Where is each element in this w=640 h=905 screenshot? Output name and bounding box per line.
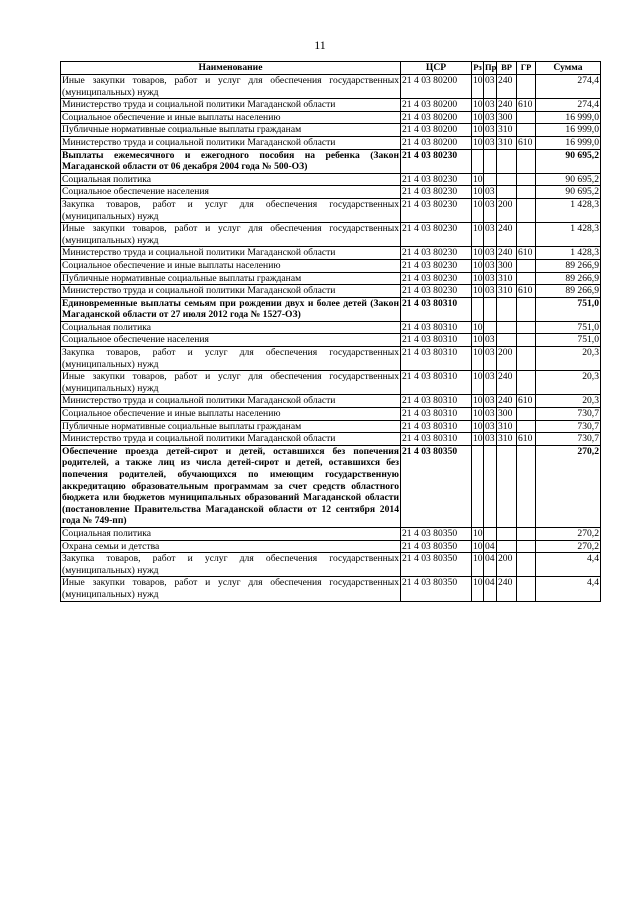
row-rz: 10 — [472, 371, 484, 395]
row-gr — [517, 527, 536, 540]
row-vr: 200 — [497, 347, 517, 371]
row-name: Единовременные выплаты семьям при рождении двух и более детей (Закон Магаданской области от 27 июля 2012 года № 1527-ОЗ) — [62, 297, 399, 321]
row-rz: 10 — [473, 247, 483, 259]
row-sum: 274,4 — [536, 75, 601, 99]
row-sum: 89 266,9 — [536, 272, 601, 285]
row-csr: 21 4 03 80200 — [401, 75, 472, 99]
row-csr: 21 4 03 80350 — [401, 445, 472, 527]
row-name: Закупка товаров, работ и услуг для обеспечения государственных (муниципальных) нужд — [62, 553, 399, 576]
row-pr — [484, 445, 497, 527]
table-row — [61, 259, 601, 272]
row-gr — [517, 347, 536, 371]
row-csr: 21 4 03 80350 — [401, 577, 472, 601]
row-gr — [517, 186, 536, 199]
table-row — [61, 540, 601, 553]
row-sum: 20,3 — [536, 347, 601, 371]
row-pr: 03 — [484, 347, 497, 371]
table-row — [61, 223, 601, 247]
row-rz: 10 — [473, 111, 483, 123]
row-vr: 300 — [497, 111, 517, 124]
row-sum: 270,2 — [536, 540, 601, 553]
row-csr: 21 4 03 80350 — [401, 540, 472, 553]
row-name: Министерство труда и социальной политики Магаданской области — [61, 285, 401, 298]
header-sum: Сумма — [536, 62, 601, 75]
row-gr — [517, 420, 536, 433]
row-rz: 10 — [472, 347, 484, 371]
row-name: Министерство труда и социальной политики Магаданской области — [61, 136, 401, 149]
header-csr: ЦСР — [401, 62, 472, 75]
row-sum: 751,0 — [536, 297, 601, 321]
table-row — [61, 247, 601, 260]
row-name: Социальная политика — [61, 527, 401, 540]
row-name: Министерство труда и социальной политики Магаданской области — [61, 99, 401, 112]
row-vr: 310 — [497, 124, 517, 137]
row-sum: 1 428,3 — [536, 223, 601, 247]
row-name: Охрана семьи и детства — [61, 540, 401, 553]
table-row — [61, 198, 601, 222]
row-vr: 240 — [497, 371, 517, 395]
row-pr: 03 — [484, 75, 497, 99]
row-gr: 610 — [517, 136, 536, 149]
row-vr: 240 — [497, 99, 517, 112]
row-rz: 10 — [472, 75, 484, 99]
row-vr: 240 — [497, 247, 517, 260]
row-csr: 21 4 03 80200 — [401, 124, 472, 137]
table-row — [61, 75, 601, 99]
row-gr — [517, 553, 536, 577]
row-csr: 21 4 03 80230 — [401, 247, 472, 260]
row-csr: 21 4 03 80230 — [401, 272, 472, 285]
row-name: Публичные нормативные социальные выплаты гражданам — [61, 420, 401, 433]
row-sum: 751,0 — [536, 334, 601, 347]
row-rz: 10 — [473, 285, 483, 297]
row-vr: 300 — [497, 408, 517, 421]
row-pr: 03 — [485, 334, 495, 346]
row-vr — [497, 540, 517, 553]
row-sum: 730,7 — [536, 408, 601, 421]
row-name: Иные закупки товаров, работ и услуг для обеспечения государственных (муниципальных) нужд — [62, 223, 399, 246]
row-gr: 610 — [517, 433, 536, 446]
row-gr: 610 — [517, 99, 536, 112]
table-row — [61, 347, 601, 371]
row-rz: 10 — [473, 124, 483, 136]
table-row — [61, 445, 601, 527]
row-name: Выплаты ежемесячного и ежегодного пособия на ребенка (Закон Магаданской области от 06 декабря 2004 года № 500-ОЗ) — [62, 149, 399, 173]
row-vr: 200 — [497, 553, 517, 577]
row-gr — [517, 540, 536, 553]
row-gr — [517, 272, 536, 285]
row-gr — [517, 408, 536, 421]
header-name: Наименование — [61, 62, 401, 75]
row-sum: 90 695,2 — [536, 149, 601, 173]
table-row — [61, 553, 601, 577]
row-sum: 730,7 — [536, 433, 601, 446]
table-row — [61, 285, 601, 298]
row-sum: 16 999,0 — [536, 136, 601, 149]
row-vr: 310 — [497, 285, 517, 298]
row-gr — [517, 321, 536, 334]
row-gr — [517, 223, 536, 247]
row-csr: 21 4 03 80230 — [401, 198, 472, 222]
row-pr: 04 — [485, 540, 495, 552]
row-pr: 03 — [485, 186, 495, 198]
row-sum: 4,4 — [536, 577, 601, 601]
row-pr — [484, 297, 497, 321]
row-csr: 21 4 03 80230 — [401, 285, 472, 298]
row-sum: 89 266,9 — [536, 285, 601, 298]
row-name: Иные закупки товаров, работ и услуг для обеспечения государственных (муниципальных) нужд — [62, 577, 399, 600]
row-pr — [484, 149, 497, 173]
row-pr: 03 — [485, 99, 495, 111]
row-gr: 610 — [517, 395, 536, 408]
header-gr: ГР — [517, 62, 536, 75]
row-name: Иные закупки товаров, работ и услуг для обеспечения государственных (муниципальных) нужд — [62, 75, 399, 98]
table-row — [61, 395, 601, 408]
row-pr — [484, 527, 497, 540]
row-rz — [472, 297, 484, 321]
table-row — [61, 433, 601, 446]
row-pr: 03 — [485, 420, 495, 432]
row-vr: 310 — [497, 272, 517, 285]
row-sum: 90 695,2 — [536, 173, 601, 186]
row-name: Закупка товаров, работ и услуг для обеспечения государственных (муниципальных) нужд — [62, 347, 399, 370]
header-vr: ВР — [497, 62, 517, 75]
row-rz: 10 — [472, 223, 484, 247]
row-csr: 21 4 03 80310 — [401, 321, 472, 334]
row-rz: 10 — [473, 186, 483, 198]
row-rz: 10 — [473, 136, 483, 148]
row-gr — [517, 111, 536, 124]
row-vr — [497, 149, 517, 173]
row-sum: 730,7 — [536, 420, 601, 433]
row-gr — [517, 198, 536, 222]
row-rz: 10 — [472, 198, 484, 222]
row-rz: 10 — [473, 527, 483, 539]
row-name: Социальное обеспечение населения — [61, 334, 401, 347]
row-gr: 610 — [517, 247, 536, 260]
table-row — [61, 371, 601, 395]
row-sum: 4,4 — [536, 553, 601, 577]
row-sum: 270,2 — [536, 527, 601, 540]
row-pr: 04 — [484, 553, 497, 577]
row-rz: 10 — [473, 408, 483, 420]
row-vr: 240 — [497, 223, 517, 247]
row-pr: 03 — [485, 259, 495, 271]
row-gr — [517, 334, 536, 347]
table-row — [61, 297, 601, 321]
row-pr: 03 — [485, 395, 495, 407]
row-vr — [497, 297, 517, 321]
table-row — [61, 186, 601, 199]
row-csr: 21 4 03 80230 — [401, 223, 472, 247]
page-number: 11 — [314, 38, 326, 52]
row-csr: 21 4 03 80350 — [401, 527, 472, 540]
row-name: Министерство труда и социальной политики Магаданской области — [61, 433, 401, 446]
row-csr: 21 4 03 80230 — [401, 173, 472, 186]
row-sum: 20,3 — [536, 371, 601, 395]
row-name: Социальное обеспечение населения — [61, 186, 401, 199]
row-rz: 10 — [473, 395, 483, 407]
row-sum: 1 428,3 — [536, 247, 601, 260]
row-vr: 240 — [497, 75, 517, 99]
table-row — [61, 124, 601, 137]
row-vr: 300 — [497, 259, 517, 272]
row-rz — [472, 149, 484, 173]
row-vr: 310 — [497, 136, 517, 149]
table-row — [61, 149, 601, 173]
header-pr: Пр — [484, 62, 497, 75]
row-gr — [517, 75, 536, 99]
row-vr: 200 — [497, 198, 517, 222]
row-rz: 10 — [473, 433, 483, 445]
table-header-row — [61, 62, 601, 75]
row-pr: 03 — [485, 247, 495, 259]
table-row — [61, 577, 601, 601]
row-vr — [497, 445, 517, 527]
row-csr: 21 4 03 80310 — [401, 395, 472, 408]
row-pr: 03 — [484, 223, 497, 247]
row-rz: 10 — [473, 259, 483, 271]
row-pr: 03 — [485, 111, 495, 123]
row-vr: 240 — [497, 577, 517, 601]
row-sum: 751,0 — [536, 321, 601, 334]
row-rz: 10 — [473, 99, 483, 111]
row-rz: 10 — [473, 540, 483, 552]
row-sum: 89 266,9 — [536, 259, 601, 272]
row-csr: 21 4 03 80310 — [401, 433, 472, 446]
row-pr: 04 — [484, 577, 497, 601]
row-vr: 240 — [497, 395, 517, 408]
row-pr: 03 — [484, 198, 497, 222]
row-gr — [517, 297, 536, 321]
row-rz — [472, 445, 484, 527]
row-csr: 21 4 03 80230 — [401, 149, 472, 173]
row-vr — [497, 186, 517, 199]
row-gr: 610 — [517, 285, 536, 298]
row-vr — [497, 527, 517, 540]
row-name: Социальная политика — [61, 173, 401, 186]
row-rz: 10 — [472, 577, 484, 601]
row-csr: 21 4 03 80310 — [401, 371, 472, 395]
row-csr: 21 4 03 80230 — [401, 186, 472, 199]
row-pr — [484, 173, 497, 186]
row-name: Иные закупки товаров, работ и услуг для обеспечения государственных (муниципальных) нужд — [62, 371, 399, 394]
row-pr: 03 — [485, 285, 495, 297]
table-row — [61, 334, 601, 347]
row-sum: 1 428,3 — [536, 198, 601, 222]
header-rz: Рз — [472, 62, 484, 75]
row-name: Социальное обеспечение и иные выплаты населению — [61, 408, 401, 421]
row-sum: 270,2 — [536, 445, 601, 527]
row-csr: 21 4 03 80200 — [401, 136, 472, 149]
row-sum: 90 695,2 — [536, 186, 601, 199]
row-rz: 10 — [473, 272, 483, 284]
row-vr — [497, 173, 517, 186]
row-name: Закупка товаров, работ и услуг для обеспечения государственных (муниципальных) нужд — [62, 198, 399, 222]
row-vr: 310 — [497, 420, 517, 433]
row-csr: 21 4 03 80350 — [401, 553, 472, 577]
row-csr: 21 4 03 80310 — [401, 334, 472, 347]
row-gr — [517, 445, 536, 527]
table-row — [61, 272, 601, 285]
row-csr: 21 4 03 80200 — [401, 99, 472, 112]
row-csr: 21 4 03 80310 — [401, 347, 472, 371]
row-pr: 03 — [485, 124, 495, 136]
row-name: Публичные нормативные социальные выплаты гражданам — [61, 272, 401, 285]
row-rz: 10 — [473, 321, 483, 333]
row-vr — [497, 321, 517, 334]
row-gr — [517, 149, 536, 173]
table-row — [61, 111, 601, 124]
row-vr: 310 — [497, 433, 517, 446]
table-row — [61, 173, 601, 186]
row-csr: 21 4 03 80310 — [401, 297, 472, 321]
row-sum: 16 999,0 — [536, 124, 601, 137]
row-gr — [517, 173, 536, 186]
row-csr: 21 4 03 80310 — [401, 420, 472, 433]
row-gr — [517, 577, 536, 601]
table-row — [61, 136, 601, 149]
row-name: Публичные нормативные социальные выплаты гражданам — [61, 124, 401, 137]
row-rz: 10 — [473, 334, 483, 346]
table-row — [61, 527, 601, 540]
row-pr: 03 — [485, 136, 495, 148]
row-name: Министерство труда и социальной политики Магаданской области — [61, 247, 401, 260]
row-csr: 21 4 03 80230 — [401, 259, 472, 272]
table-row — [61, 321, 601, 334]
row-gr — [517, 124, 536, 137]
table-row — [61, 99, 601, 112]
row-name: Министерство труда и социальной политики Магаданской области — [61, 395, 401, 408]
row-rz: 10 — [472, 553, 484, 577]
row-name: Социальное обеспечение и иные выплаты населению — [61, 259, 401, 272]
row-name: Социальная политика — [61, 321, 401, 334]
row-pr: 03 — [484, 371, 497, 395]
row-rz: 10 — [473, 173, 483, 185]
row-pr: 03 — [485, 433, 495, 445]
row-csr: 21 4 03 80310 — [401, 408, 472, 421]
table-row — [61, 408, 601, 421]
row-pr: 03 — [485, 408, 495, 420]
budget-table — [60, 61, 601, 602]
row-sum: 16 999,0 — [536, 111, 601, 124]
row-gr — [517, 371, 536, 395]
row-rz: 10 — [473, 420, 483, 432]
row-gr — [517, 259, 536, 272]
table-row — [61, 420, 601, 433]
row-vr — [497, 334, 517, 347]
row-pr: 03 — [485, 272, 495, 284]
row-pr — [484, 321, 497, 334]
row-sum: 20,3 — [536, 395, 601, 408]
row-name: Обеспечение проезда детей-сирот и детей, оставшихся без попечения родителей, а также лиц из числа детей-сирот и детей, оставшихся без попечения родителей, обучающихся по имеющим государственную аккредитацию образовательным программам за счет средств областного бюджета или бюджетов муниципальных образований Магаданской области (постановление Правительства Магаданской области от 12 сентября 2014 года № 749-пп) — [62, 445, 399, 527]
row-sum: 274,4 — [536, 99, 601, 112]
row-name: Социальное обеспечение и иные выплаты населению — [61, 111, 401, 124]
row-csr: 21 4 03 80200 — [401, 111, 472, 124]
